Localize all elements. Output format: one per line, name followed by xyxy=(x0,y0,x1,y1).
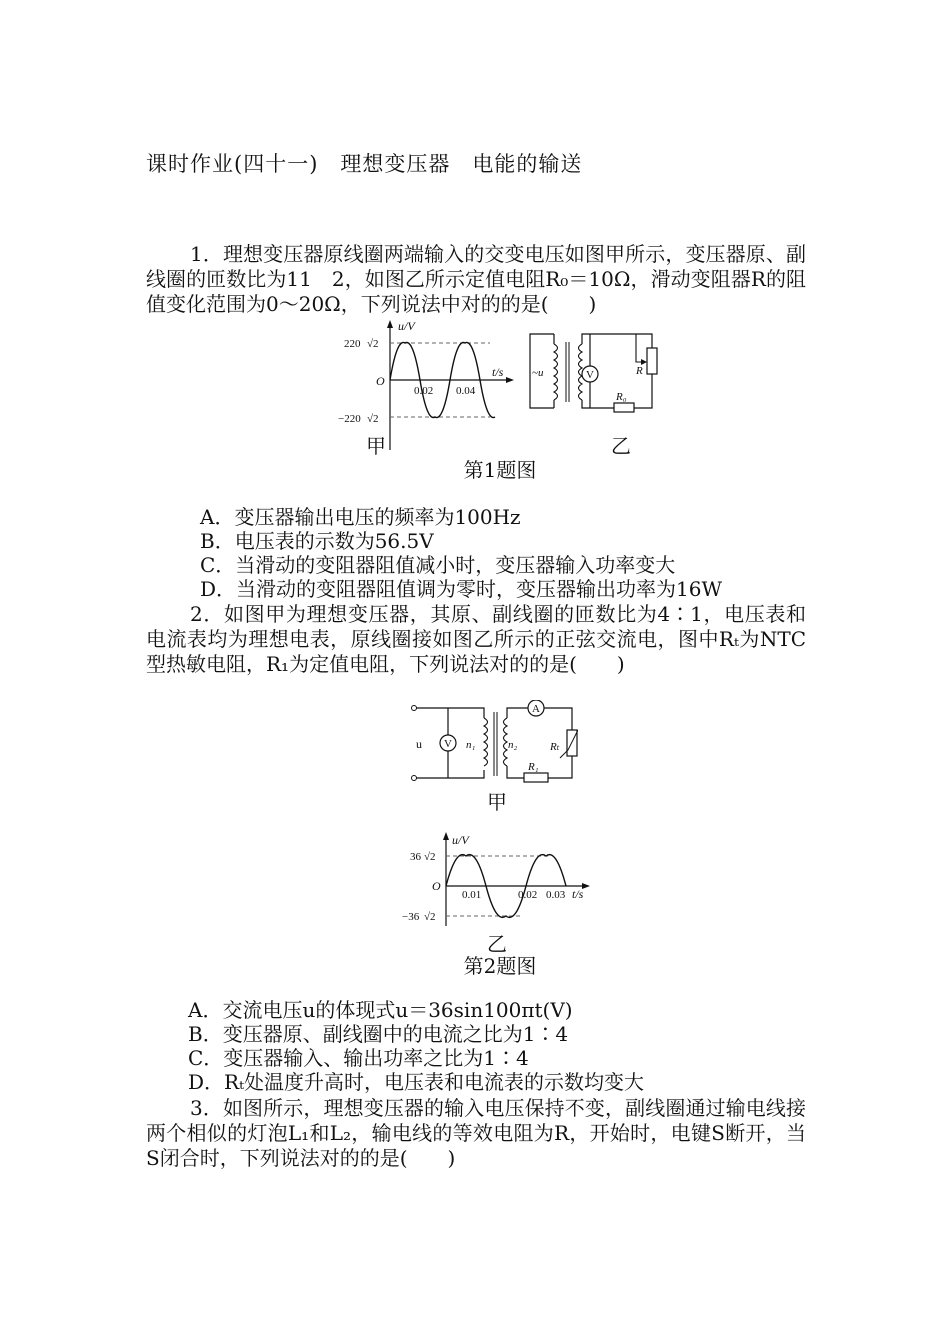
q1-graph-ymin: −220 xyxy=(338,413,361,425)
q2-graph-ymin-sqrt: √2 xyxy=(424,911,436,923)
q1-option-a: A．变压器输出电压的频率为100Hz xyxy=(200,505,521,529)
q1-graph-tick-1: 0.02 xyxy=(414,385,434,397)
q2-graph-ymin: −36 xyxy=(402,911,420,923)
q1-graph-tick-2: 0.04 xyxy=(456,385,476,397)
q2-graph-ylabel: u/V xyxy=(452,833,469,847)
question-3-stem: 3．如图所示，理想变压器的输入电压保持不变，副线圈通过输电线接两个相似的灯泡L₁和L₂，输电线的等效电阻为R，开始时，电键S断开，当S闭合时，下列说法对的的是( ) xyxy=(146,1096,806,1170)
q2-graph-ymax: 36 xyxy=(410,851,421,863)
q2-graph-ymax-sqrt: √2 xyxy=(424,851,436,863)
q2-resistor: R₁ xyxy=(528,761,539,773)
q2-option-c: C．变压器输入、输出功率之比为1∶4 xyxy=(188,1046,529,1070)
q1-graph-xlabel: t/s xyxy=(492,365,504,379)
q1-rheostat: R xyxy=(636,365,643,377)
q2-voltmeter: V xyxy=(444,738,452,750)
q2-figure-caption: 第2题图 xyxy=(463,954,537,978)
q1-figure-jia-graph xyxy=(330,318,520,458)
q1-option-c: C．当滑动的变阻器阻值减小时，变压器输入功率变大 xyxy=(200,553,676,577)
q1-graph-ymin-sqrt: √2 xyxy=(367,413,379,425)
q1-resistor: R₀ xyxy=(616,391,627,403)
q2-graph-tick-3: 0.03 xyxy=(546,889,566,901)
q2-figure-jia-label: 甲 xyxy=(487,790,507,814)
q2-source: u xyxy=(416,737,422,751)
q1-graph-ymax: 220 xyxy=(344,338,361,350)
q2-figure-yi-label: 乙 xyxy=(487,932,507,956)
q2-thermistor: Rₜ xyxy=(550,741,560,753)
q1-figure-yi-label: 乙 xyxy=(611,434,631,458)
q2-graph-tick-2: 0.02 xyxy=(518,889,538,901)
q1-voltmeter: V xyxy=(586,369,594,381)
q2-ammeter: A xyxy=(532,703,540,715)
question-1-stem: 1．理想变压器原线圈两端输入的交变电压如图甲所示，变压器原、副线圈的匝数比为11 2，如图乙所示定值电阻R₀＝10Ω，滑动变阻器R的阻值变化范围为0～20Ω，下列说法中对的的是( ) xyxy=(146,242,806,316)
q1-figure-jia-label: 甲 xyxy=(366,434,386,458)
q1-graph-ylabel: u/V xyxy=(398,319,415,333)
q1-source: ~u xyxy=(532,367,544,379)
q2-figure-jia-circuit xyxy=(404,700,578,788)
question-2-stem: 2．如图甲为理想变压器，其原、副线圈的匝数比为4∶1，电压表和电流表均为理想电表，原线圈接如图乙所示的正弦交流电，图中Rₜ为NTC型热敏电阻，R₁为定值电阻，下列说法对的的是( ) xyxy=(146,602,806,676)
q1-option-d: D．当滑动的变阻器阻值调为零时，变压器输出功率为16W xyxy=(200,577,723,601)
q1-figure-caption: 第1题图 xyxy=(463,458,537,482)
q2-graph-origin: O xyxy=(432,879,441,893)
q2-n1: n₁ xyxy=(466,739,476,751)
q1-graph-ymax-sqrt: √2 xyxy=(367,338,379,350)
q2-option-a: A．交流电压u的体现式u＝36sin100πt(V) xyxy=(188,998,573,1022)
q1-graph-origin: O xyxy=(376,374,385,388)
page-title: 课时作业(四十一) 理想变压器 电能的输送 xyxy=(146,152,583,176)
q2-n2: n₂ xyxy=(508,739,518,751)
q1-option-b: B．电压表的示数为56.5V xyxy=(200,529,434,553)
q2-graph-tick-1: 0.01 xyxy=(462,889,482,901)
q2-graph-xlabel: t/s xyxy=(572,887,584,901)
q2-figure-yi-graph xyxy=(400,830,600,930)
q1-figure-yi-circuit xyxy=(524,330,664,416)
q2-option-b: B．变压器原、副线圈中的电流之比为1∶4 xyxy=(188,1022,569,1046)
q2-option-d: D．Rₜ处温度升高时，电压表和电流表的示数均变大 xyxy=(188,1070,645,1094)
